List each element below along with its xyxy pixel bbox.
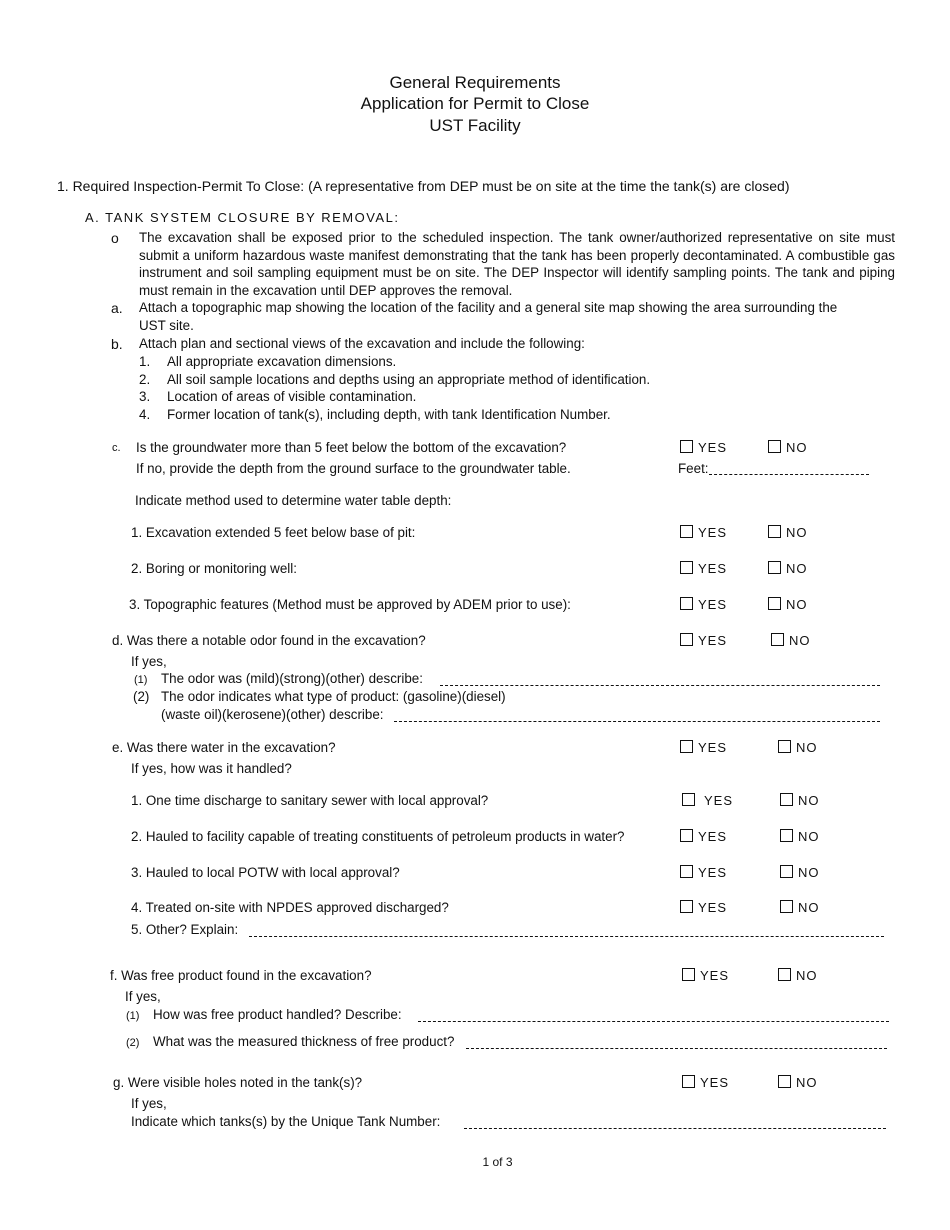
f-no-checkbox[interactable]: [778, 968, 791, 981]
d-no-checkbox[interactable]: [771, 633, 784, 646]
e3-no-option[interactable]: NO: [780, 865, 820, 880]
title-line-1: General Requirements: [389, 73, 561, 92]
item-c-marker: c.: [112, 442, 121, 454]
m3-yes-option[interactable]: YES: [680, 597, 727, 612]
c-yes-option[interactable]: YES: [680, 440, 727, 455]
e-explain-field[interactable]: [249, 924, 884, 937]
method-2-text: 2. Boring or monitoring well:: [131, 561, 297, 576]
e-no-checkbox[interactable]: [778, 740, 791, 753]
item-f-question: f. Was free product found in the excavation?: [110, 968, 372, 983]
f-num-2: (2): [126, 1037, 140, 1049]
e4-yes-checkbox[interactable]: [680, 900, 693, 913]
item-b-marker: b.: [111, 336, 123, 352]
item-c-question: Is the groundwater more than 5 feet below the bottom of the excavation?: [136, 440, 567, 455]
e2-no-option[interactable]: NO: [780, 829, 820, 844]
e1-no-checkbox[interactable]: [780, 793, 793, 806]
f-yes-option[interactable]: YES: [682, 968, 729, 983]
e-ifyes: If yes, how was it handled?: [131, 761, 292, 776]
e-yes-checkbox[interactable]: [680, 740, 693, 753]
e-option-5: 5. Other? Explain:: [131, 922, 239, 937]
e-yes-option[interactable]: YES: [680, 740, 727, 755]
d-yes-checkbox[interactable]: [680, 633, 693, 646]
item-a-line-2: UST site.: [139, 318, 194, 333]
e-no-option[interactable]: NO: [778, 740, 818, 755]
d-text-2a: The odor indicates what type of product: (gasoline)(diesel): [161, 689, 506, 704]
g-ifyes: If yes,: [131, 1096, 167, 1111]
f-num-1: (1): [126, 1010, 140, 1022]
g-tank-number-field[interactable]: [464, 1116, 886, 1129]
section-a-heading: A. TANK SYSTEM CLOSURE BY REMOVAL:: [85, 210, 400, 225]
item-a-line-1: Attach a topographic map showing the location of the facility and a general site map showing the area surrounding the: [139, 300, 838, 315]
g-text-1: Indicate which tanks(s) by the Unique Tank Number:: [131, 1114, 441, 1129]
method-1-text: 1. Excavation extended 5 feet below base of pit:: [131, 525, 416, 540]
e4-no-checkbox[interactable]: [780, 900, 793, 913]
e1-yes-checkbox[interactable]: [682, 793, 695, 806]
d-yes-option[interactable]: YES: [680, 633, 727, 648]
feet-field[interactable]: [709, 462, 869, 475]
page-number: 1 of 3: [482, 1155, 513, 1169]
b-item-3-text: Location of areas of visible contamination.: [167, 389, 417, 404]
title-line-2: Application for Permit to Close: [360, 94, 590, 113]
e-option-4: 4. Treated on-site with NPDES approved discharged?: [131, 900, 449, 915]
b-item-2-text: All soil sample locations and depths using an appropriate method of identification.: [167, 372, 651, 387]
f-text-1: How was free product handled? Describe:: [153, 1007, 402, 1022]
c-no-option[interactable]: NO: [768, 440, 808, 455]
c-yes-checkbox[interactable]: [680, 440, 693, 453]
item-e-question: e. Was there water in the excavation?: [112, 740, 336, 755]
b-item-1-num: 1.: [139, 354, 151, 369]
e-option-2: 2. Hauled to facility capable of treating constituents of petroleum products in water?: [131, 829, 625, 844]
f-no-option[interactable]: NO: [778, 968, 818, 983]
f-text-2: What was the measured thickness of free product?: [153, 1034, 455, 1049]
f-yes-checkbox[interactable]: [682, 968, 695, 981]
method-3-text: 3. Topographic features (Method must be approved by ADEM prior to use):: [129, 597, 571, 612]
d-describe-1-field[interactable]: [440, 673, 880, 686]
m3-no-option[interactable]: NO: [768, 597, 808, 612]
d-text-1: The odor was (mild)(strong)(other) describe:: [161, 671, 423, 686]
item-b-text: Attach plan and sectional views of the excavation and include the following:: [139, 336, 585, 351]
b-item-4-num: 4.: [139, 407, 151, 422]
e4-no-option[interactable]: NO: [780, 900, 820, 915]
m1-no-option[interactable]: NO: [768, 525, 808, 540]
g-no-checkbox[interactable]: [778, 1075, 791, 1088]
e-option-1: 1. One time discharge to sanitary sewer with local approval?: [131, 793, 489, 808]
bullet-paragraph: The excavation shall be exposed prior to the scheduled inspection. The tank owner/authorized representative on site must submit a uniform hazardous waste manifest demonstrating that the tank has been properly decontaminated. A combustible gas instrument and soil sampling equipment must be on site. The DEP Inspector will identify sampling points. The tank and piping must remain in the excavation until DEP approves the removal.: [139, 230, 895, 298]
d-describe-2-field[interactable]: [394, 709, 880, 722]
e2-yes-checkbox[interactable]: [680, 829, 693, 842]
m3-yes-checkbox[interactable]: [680, 597, 693, 610]
section-1-heading: 1. Required Inspection-Permit To Close: (A representative from DEP must be on site at the time the tank(s) are closed): [57, 178, 790, 194]
feet-label: Feet:: [678, 461, 709, 476]
e3-no-checkbox[interactable]: [780, 865, 793, 878]
b-item-3-num: 3.: [139, 389, 151, 404]
d-ifyes: If yes,: [131, 654, 167, 669]
m1-yes-checkbox[interactable]: [680, 525, 693, 538]
f-thickness-field[interactable]: [466, 1036, 887, 1049]
e2-yes-option[interactable]: YES: [680, 829, 727, 844]
item-d-question: d. Was there a notable odor found in the excavation?: [112, 633, 426, 648]
g-yes-option[interactable]: YES: [682, 1075, 729, 1090]
b-item-2-num: 2.: [139, 372, 151, 387]
bullet-marker: o: [111, 230, 119, 246]
d-num-2: (2): [133, 689, 150, 704]
d-no-option[interactable]: NO: [771, 633, 811, 648]
e1-yes-option[interactable]: YES: [682, 793, 733, 808]
m2-yes-checkbox[interactable]: [680, 561, 693, 574]
e-option-3: 3. Hauled to local POTW with local approval?: [131, 865, 400, 880]
m3-no-checkbox[interactable]: [768, 597, 781, 610]
d-num-1: (1): [134, 674, 148, 686]
b-item-4-text: Former location of tank(s), including depth, with tank Identification Number.: [167, 407, 611, 422]
f-ifyes: If yes,: [125, 989, 161, 1004]
e4-yes-option[interactable]: YES: [680, 900, 727, 915]
e1-no-option[interactable]: NO: [780, 793, 820, 808]
g-yes-checkbox[interactable]: [682, 1075, 695, 1088]
m2-no-checkbox[interactable]: [768, 561, 781, 574]
item-g-question: g. Were visible holes noted in the tank(s)?: [113, 1075, 363, 1090]
c-no-checkbox[interactable]: [768, 440, 781, 453]
e3-yes-checkbox[interactable]: [680, 865, 693, 878]
m1-yes-option[interactable]: YES: [680, 525, 727, 540]
e2-no-checkbox[interactable]: [780, 829, 793, 842]
f-describe-field[interactable]: [418, 1009, 889, 1022]
d-text-2b: (waste oil)(kerosene)(other) describe:: [161, 707, 384, 722]
e3-yes-option[interactable]: YES: [680, 865, 727, 880]
item-c-ifno: If no, provide the depth from the ground surface to the groundwater table.: [136, 461, 571, 476]
g-no-option[interactable]: NO: [778, 1075, 818, 1090]
b-item-1-text: All appropriate excavation dimensions.: [167, 354, 397, 369]
title-line-3: UST Facility: [429, 116, 521, 135]
m2-yes-option[interactable]: YES: [680, 561, 727, 576]
item-a-marker: a.: [111, 300, 123, 316]
m2-no-option[interactable]: NO: [768, 561, 808, 576]
m1-no-checkbox[interactable]: [768, 525, 781, 538]
method-label: Indicate method used to determine water table depth:: [135, 493, 452, 508]
